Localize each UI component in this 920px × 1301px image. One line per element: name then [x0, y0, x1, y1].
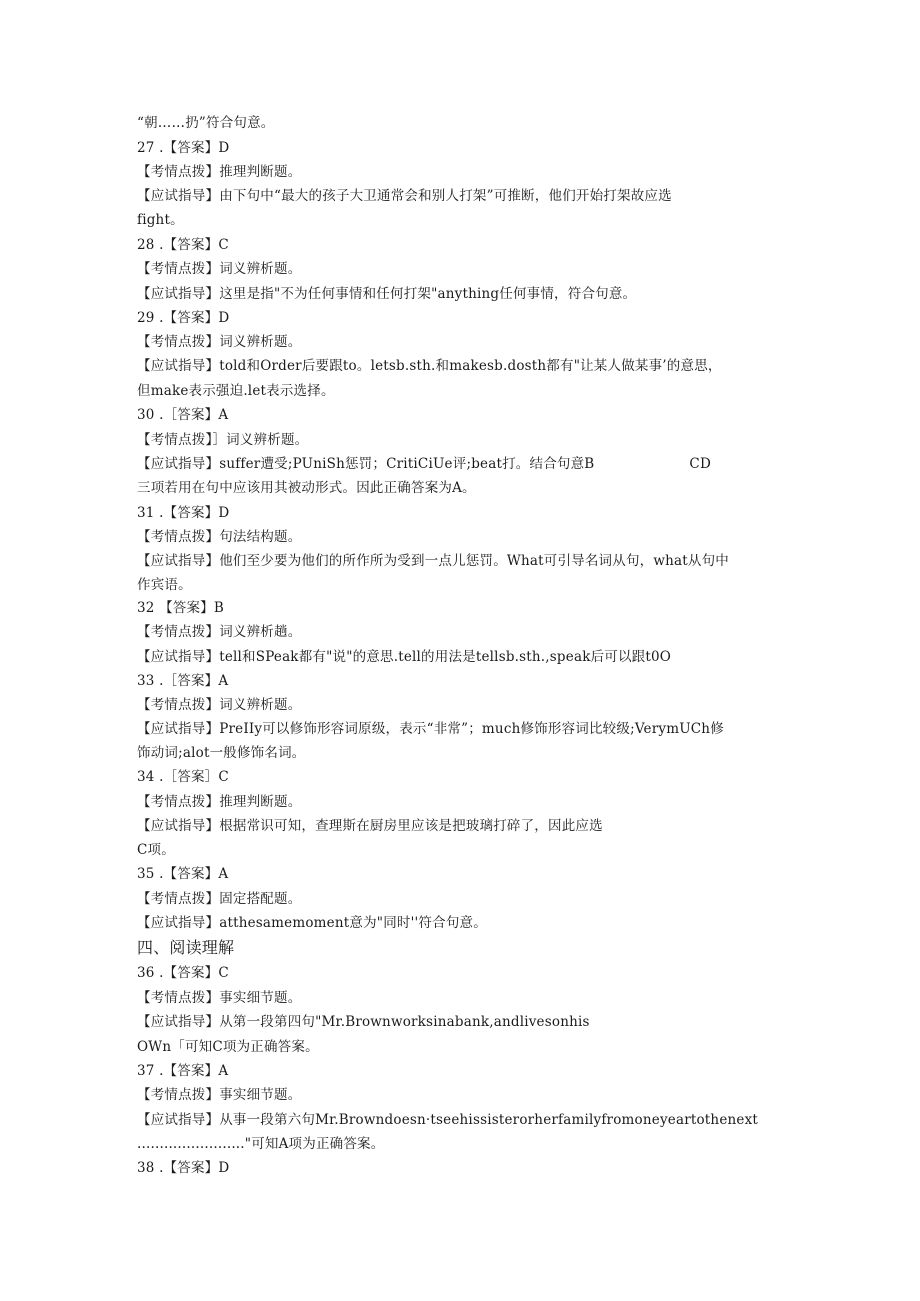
text-line: 【应试指导】tell和SPeak都有"说"的意思.tell的用法是tellsb.sth.,speak后可以跟t0O: [137, 649, 672, 665]
text-line: 但make表示强迫.let表示选择。: [137, 383, 335, 399]
answer-32: 32 【答案】B: [137, 600, 224, 616]
answer-36: 36 .【答案】C: [137, 965, 229, 981]
text-line: 【考情点拨】词义辨析题。: [137, 261, 302, 277]
text-line: 【应试指导】由下句中“最大的孩子大卫通常会和别人打架”可推断，他们开始打架故应选: [137, 188, 672, 204]
answer-34: 34 .［答案］C: [137, 769, 229, 785]
text-line: 【考情点拨】推理判断题。: [137, 164, 302, 180]
text-line: 【考情点拨】事实细节题。: [137, 1087, 302, 1103]
text-line: 【考情点拨】词义辨析题。: [137, 334, 302, 350]
answer-35: 35 .【答案】A: [137, 866, 229, 882]
text-line: 【考情点拨】句法结构题。: [137, 529, 302, 545]
answer-27: 27 .【答案】D: [137, 140, 230, 156]
text-line: 【应试指导】atthesamemoment意为"同时''符合句意。: [137, 915, 487, 931]
text-line: 【考情点拨】］词义辨析题。: [137, 432, 309, 448]
text-line: 【应试指导】根据常识可知，查理斯在厨房里应该是把玻璃打碎了，因此应选: [137, 818, 603, 834]
text-line: 【应试指导】这里是指"不为任何事情和任何打架"anything任何事情，符合句意。: [137, 286, 637, 302]
text-line: 作宾语。: [137, 577, 192, 593]
section-heading: 四、阅读理解: [137, 938, 235, 957]
text-line: [137, 456, 711, 472]
text-line: fight。: [137, 212, 184, 228]
text-line: 【应试指导】told和Order后要跟to。letsb.sth.和makesb.dosth都有"让某人做某事’的意思，: [137, 358, 722, 374]
answer-38: 38 .【答案】D: [137, 1160, 230, 1176]
text-line: C项。: [137, 842, 175, 858]
answer-31: 31 .【答案】D: [137, 505, 230, 521]
text-line: “朝……扔”符合句意。: [137, 115, 275, 131]
text-line: 【应试指导】他们至少要为他们的所作所为受到一点儿惩罚。What可引导名词从句，what从句中: [137, 553, 729, 569]
text-line: 【考情点拨】推理判断题。: [137, 794, 302, 810]
text-segment: 【应试指导】suffer遭受;PUniSh惩罚；CritiCiUe评;beat打。结合句意B: [137, 456, 595, 472]
text-line: 【应试指导】从事一段第六句Mr.Browndoesn·tseehissisterorherfamilyfromoneyeartothenext: [137, 1112, 759, 1128]
text-line: ........................"可知A项为正确答案。: [137, 1136, 385, 1152]
text-segment: CD: [689, 456, 711, 472]
text-line: 【考情点拨】事实细节题。: [137, 990, 302, 1006]
text-line: 【考情点拨】词义辨析趟。: [137, 624, 302, 640]
answer-33: 33 .［答案】A: [137, 673, 229, 689]
text-line: OWn「可知C项为正确答案。: [137, 1039, 319, 1055]
answer-28: 28 .【答案】C: [137, 237, 229, 253]
text-line: 【考情点拨】固定搭配题。: [137, 891, 302, 907]
answer-29: 29 .【答案】D: [137, 310, 230, 326]
text-line: 三项若用在句中应该用其被动形式。因此正确答案为A。: [137, 480, 476, 496]
answer-37: 37 .【答案】A: [137, 1063, 229, 1079]
text-line: 【应试指导】PreIIy可以修饰形容词原级，表示“非常”；much修饰形容词比较级;VerymUCh修: [137, 721, 724, 737]
text-line: 饰动词;alot一般修饰名词。: [137, 745, 306, 761]
text-line: 【考情点拨】词义辨析题。: [137, 697, 302, 713]
answer-30: 30 .［答案】A: [137, 407, 229, 423]
text-line: 【应试指导】从第一段第四句"Mr.Brownworksinabank,andlivesonhis: [137, 1014, 590, 1030]
